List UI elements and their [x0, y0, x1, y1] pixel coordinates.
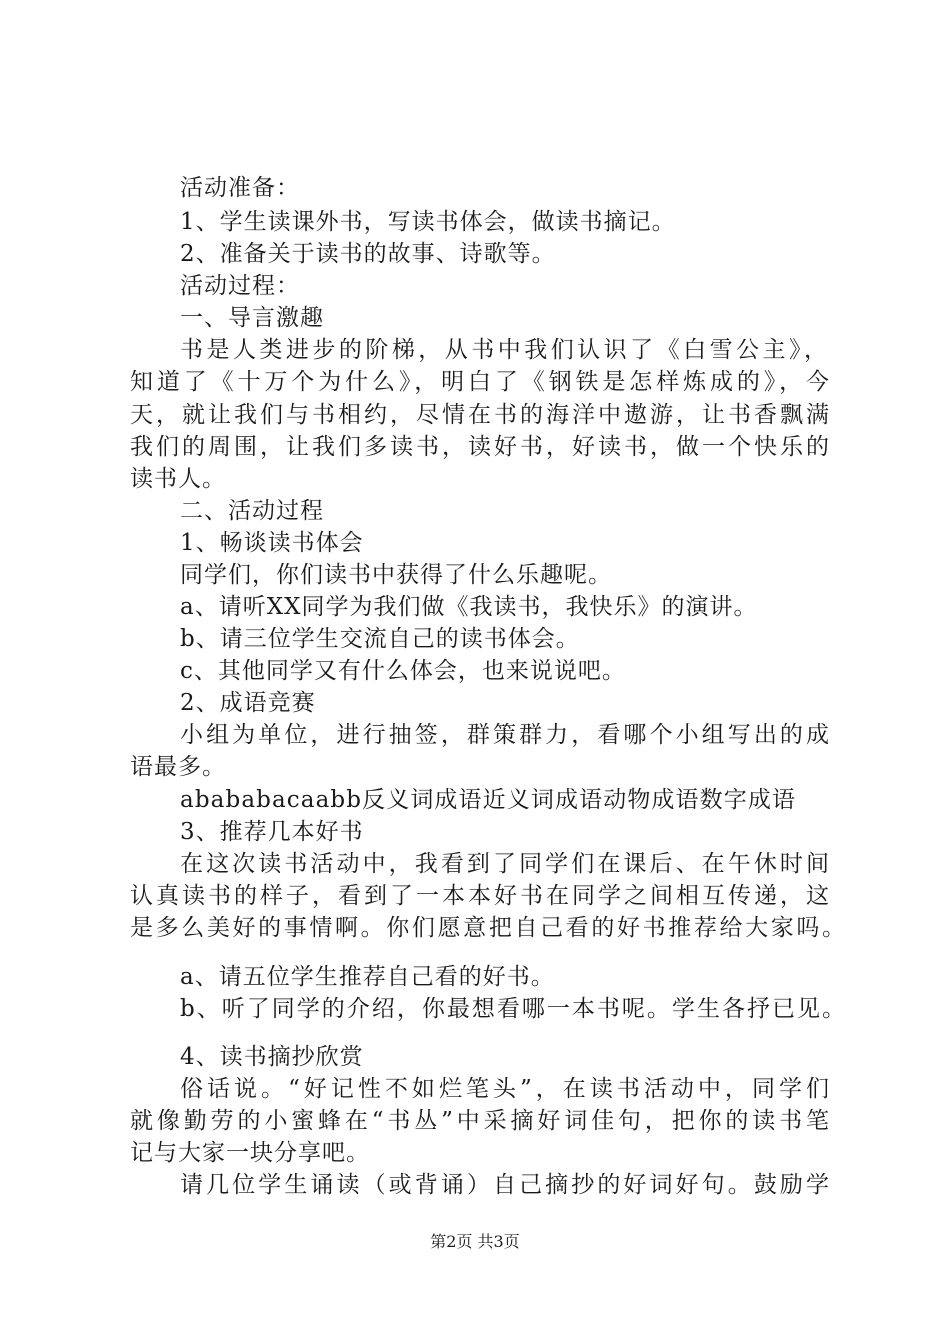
body-text-line: 记与大家一块分享吧。: [130, 1140, 370, 1166]
body-text-line: 同学们，你们读书中获得了什么乐趣呢。: [180, 562, 612, 588]
body-text-line: 在这次读书活动中，我看到了同学们在课后、在午休时间: [180, 851, 833, 877]
body-text-line: 是多么美好的事情啊。你们愿意把自己看的好书推荐给大家吗。: [130, 915, 848, 941]
body-text-line: 认真读书的样子，看到了一本本好书在同学之间相互传递，这: [130, 883, 832, 909]
body-text-line: 二、活动过程: [180, 498, 324, 524]
body-text-line: a、请五位学生推荐自己看的好书。: [180, 964, 555, 990]
body-text-line: 小组为单位，进行抽签，群策群力，看哪个小组写出的成: [180, 722, 833, 748]
body-text-line: 就像勤劳的小蜜蜂在“书丛”中采摘好词佳句，把你的读书笔: [130, 1108, 833, 1134]
body-text-line: 天，就让我们与书相约，尽情在书的海洋中遨游，让书香飘满: [130, 402, 832, 428]
body-text-line: 一、导言激趣: [180, 305, 324, 331]
body-text-line: b、请三位学生交流自己的读书体会。: [180, 626, 580, 652]
body-text-line: 俗话说。“好记性不如烂笔头”，在读书活动中，同学们: [180, 1076, 834, 1102]
body-text-line: a、请听XX同学为我们做《我读书，我快乐》的演讲。: [180, 594, 758, 620]
page-footer: 第2页 共3页: [430, 1232, 520, 1251]
body-text-line: 1、畅谈读书体会: [180, 530, 364, 556]
body-text-line: b、听了同学的介绍，你最想看哪一本书呢。学生各抒已见。: [180, 996, 847, 1022]
body-text-line: 2、成语竞赛: [180, 690, 316, 716]
body-text-line: 语最多。: [130, 754, 226, 780]
body-text-line: 3、推荐几本好书: [180, 819, 364, 845]
body-text-line: abababacaabb反义词成语近义词成语动物成语数字成语: [180, 787, 797, 813]
body-text-line: 4、读书摘抄欣赏: [180, 1044, 364, 1070]
body-text-line: 1、学生读课外书，写读书体会，做读书摘记。: [180, 209, 676, 235]
body-text-line: c、其他同学又有什么体会，也来说说吧。: [180, 658, 626, 684]
body-text-line: 知道了《十万个为什么》，明白了《钢铁是怎样炼成的》，今: [130, 369, 833, 395]
body-text-line: 我们的周围，让我们多读书，读好书，好读书，做一个快乐的: [130, 434, 832, 460]
body-text-line: 活动过程：: [180, 273, 300, 299]
body-text-line: 读书人。: [130, 466, 226, 492]
body-text-line: 书是人类进步的阶梯，从书中我们认识了《白雪公主》，: [180, 337, 831, 363]
body-text-line: 2、准备关于读书的故事、诗歌等。: [180, 241, 556, 267]
body-text-line: 活动准备：: [180, 175, 300, 201]
body-text-line: 请几位学生诵读（或背诵）自己摘抄的好词好句。鼓励学: [180, 1172, 833, 1198]
